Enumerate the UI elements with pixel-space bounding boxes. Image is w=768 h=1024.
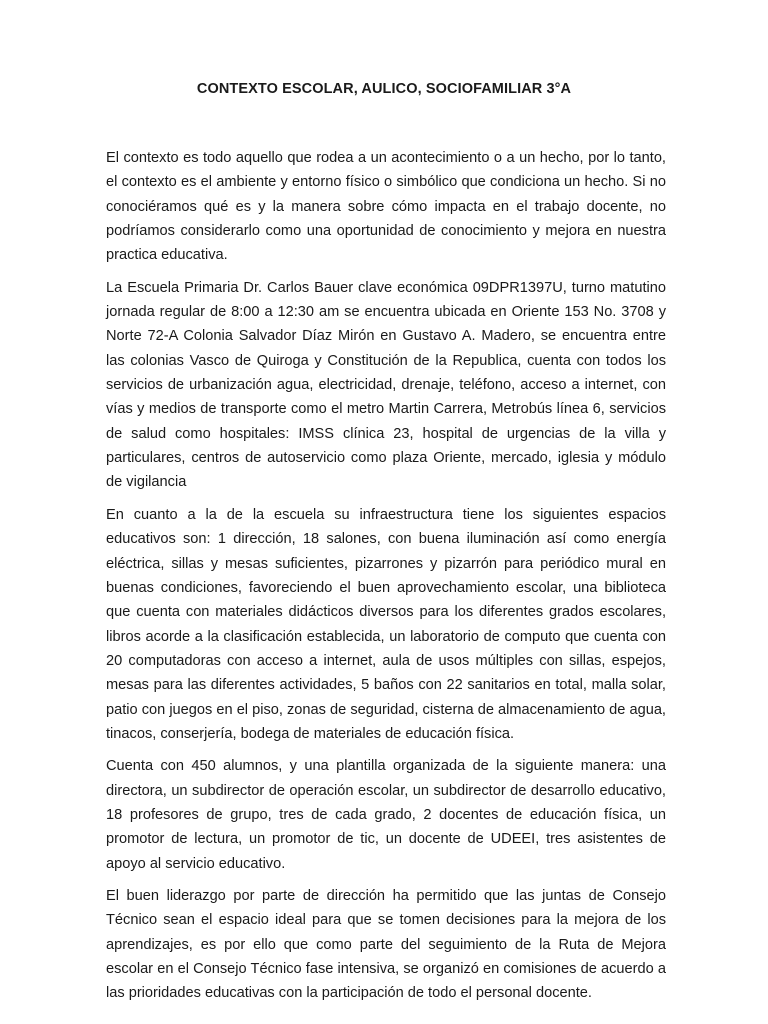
document-body bbox=[106, 146, 666, 1014]
paragraph-school-location: La Escuela Primaria Dr. Carlos Bauer clave económica 09DPR1397U, turno matutino jornada regular de 8:00 a 12:30 am se encuentra ubicada en Oriente 153 No. 3708 y Norte 72-A Colonia Salvador Díaz Mirón en Gustavo A. Madero, se encuentra entre las colonias Vasco de Quiroga y Constitución de la Republica, cuenta con todos los servicios de urbanización agua, electricidad, drenaje, teléfono, acceso a internet, con vías y medios de transporte como el metro Martin Carrera, Metrobús línea 6, servicios de salud como hospitales: IMSS clínica 23, hospital de urgencias de la villa y particulares, centros de autoservicio como plaza Oriente, mercado, iglesia y módulo de vigilancia bbox=[106, 279, 666, 491]
paragraph-infrastructure: En cuanto a la de la escuela su infraestructura tiene los siguientes espacios educativos son: 1 dirección, 18 salones, con buena iluminación así como energía eléctrica, sillas y mesas suficientes, pizarrones y pizarrón para periódico mural en buenas condiciones, favoreciendo el buen aprovechamiento escolar, una biblioteca que cuenta con materiales didácticos diversos para los diferentes grados escolares, libros acorde a la clasificación establecida, un laboratorio de computo que cuenta con 20 computadoras con acceso a internet, aula de usos múltiples con sillas, espejos, mesas para las diferentes actividades, 5 baños con 22 sanitarios en total, malla solar, patio con juegos en el piso, zonas de seguridad, cisterna de almacenamiento de agua, tinacos, conserjería, bodega de materiales de educación física. bbox=[106, 506, 666, 742]
paragraph-context-definition: El contexto es todo aquello que rodea a un acontecimiento o a un hecho, por lo tanto, el contexto es el ambiente y entorno físico o simbólico que condiciona un hecho. Si no conociéramos qué es y la manera sobre cómo impacta en el trabajo docente, no podríamos considerarlo como una oportunidad de conocimiento y mejora en nuestra practica educativa. bbox=[106, 150, 666, 264]
paragraph-staff: Cuenta con 450 alumnos, y una plantilla organizada de la siguiente manera: una directora, un subdirector de operación escolar, un subdirector de desarrollo educativo, 18 profesores de grupo, tres de cada grado, 2 docentes de educación física, un promotor de lectura, un promotor de tic, un docente de UDEEI, tres asistentes de apoyo al servicio educativo. bbox=[106, 758, 666, 872]
document-title: CONTEXTO ESCOLAR, AULICO, SOCIOFAMILIAR 3°A bbox=[196, 81, 572, 97]
paragraph-leadership: El buen liderazgo por parte de dirección ha permitido que las juntas de Consejo Técnico sean el espacio ideal para que se tomen decisiones para la mejora de los aprendizajes, es por ello que como parte del seguimiento de la Ruta de Mejora escolar en el Consejo Técnico fase intensiva, se organizó en comisiones de acuerdo a las prioridades educativas con la participación de todo el personal docente. bbox=[106, 887, 666, 1002]
